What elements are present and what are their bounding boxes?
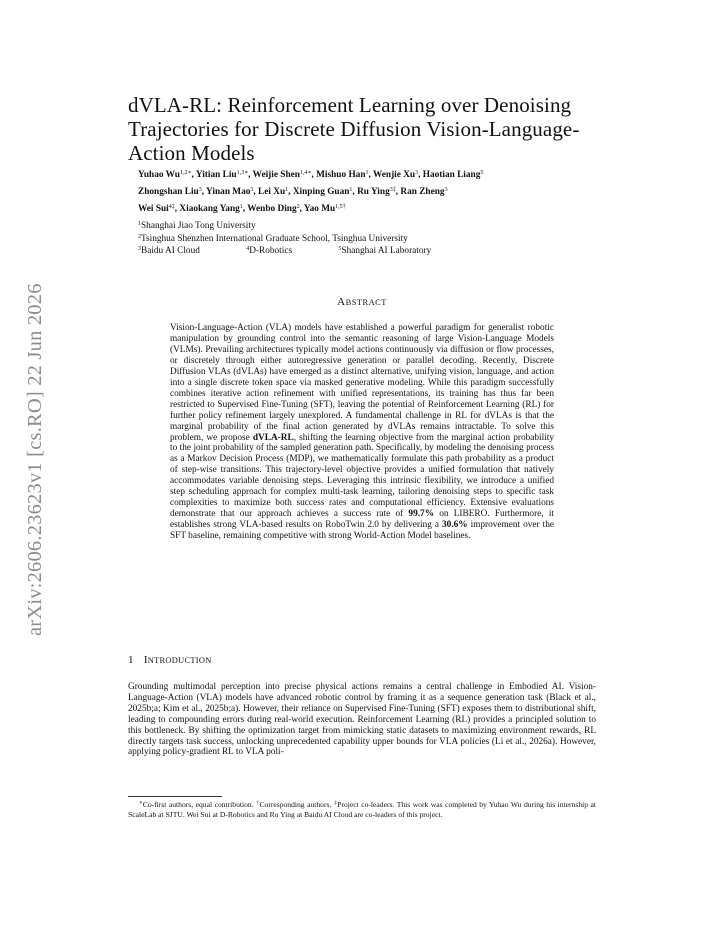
author-name: Wenbo Ding$^2$ <box>247 204 300 214</box>
arxiv-identifier: arXiv:2606.23623v1 [cs.RO] 22 Jun 2026 <box>24 283 46 636</box>
affiliation-5: $^5$Shanghai AI Laboratory <box>338 246 432 257</box>
footnote: ∗Co-first authors, equal contribution. †Corresponding authors. ‡Project co-leaders. This work was completed by Yuhao Wu during his internship at ScaleLab at SJTU. Wei Sui at D-Robotics and Ru Ying at Baidu AI Cloud are co-leaders of this project. <box>128 800 597 819</box>
method-name: dVLA-RL <box>252 432 294 443</box>
affiliation-4: $^4$D-Robotics <box>246 246 293 257</box>
author-name: Weijie Shen$^{1,4∗}$ <box>252 170 312 180</box>
author-line-1: Yuhao $Wu^{1,2∗}$, Yitian Liu$^{1,3∗}$, Weijie Shen$^{1,4∗}$, Mishuo Han$^1$, Wenjie Xu$^3$, Haotian Liang$^5$ <box>138 170 484 180</box>
author-name: Yao $Mu^{1,5\dagger}$ <box>303 204 346 214</box>
affiliation-row-3 <box>138 245 598 258</box>
author-name: Wei Sui$^{4\ddagger}$ <box>138 204 175 214</box>
introduction-text: Grounding multimodal perception into precise physical actions remains a central challenge in Embodied AI. Vision-Language-Action (VLA) models have advanced robotic control by framing it as a sequence generation task (Black et al., 2025b;a; Kim et al., 2025b;a). However, their reliance on Supervised Fine-Tuning (SFT) exposes them to distributional shift, leading to compounding errors during real-world execution. Reinforcement Learning (RL) provides a principled solution to this bottleneck. By shifting the optimization target from mimicking static datasets to maximizing environment rewards, RL directly targets task success, unlocking unprecedented capability upper bounds for VLA policies (Li et al., 2026a). However, applying policy-gradient RL to VLA poli- <box>128 682 596 758</box>
author-name: Lei Xu$^1$ <box>258 187 289 197</box>
author-name: Ru Ying$^{3\ddagger}$ <box>357 187 396 197</box>
author-line-2: Zhongshan Liu$^3$, Yinan Mao$^3$, Lei Xu$^1$, Xinping Guan$^1$, Ru Ying$^{3\ddagger}$, Ran Zheng$^3$ <box>138 187 448 197</box>
abstract-text: Vision-Language-Action (VLA) models have established a powerful paradigm for generalist robotic manipulation by grounding control into the semantic reasoning of large Vision-Language Models (VLMs). Prevailing architectures typically model actions continuously via diffusion or flow processes, or discretely through either autoregressive generation or parallel decoding. Recently, Discrete Diffusion VLAs (dVLAs) have emerged as a distinct alternative, unifying vision, language, and action into a single discrete token space via masked generative modeling. While this paradigm successfully combines iterative action refinement with unified representations, its training has thus far been restricted to Supervised Fine-Tuning (SFT), leaving the potential of Reinforcement Learning (RL) for further policy refinement largely unexplored. A fundamental challenge in RL for dVLAs is that the marginal probability of the final action generated by dVLAs remains intractable. To solve this problem, we propose dVLA-RL, shifting the learning objective from the marginal action probability to the joint probability of the sampled generation path. Specifically, by modeling the denoising process as a Markov Decision Process (MDP), we mathematically formulate this path probability as a product of step-wise transitions. This trajectory-level objective provides a unified formulation that natively accommodates variable denoising steps. Leveraging this intrinsic flexibility, we introduce a unified step scheduling approach for complex multi-task learning, tailoring denoising steps to specific task complexities to maximize both success rates and computational efficiency. Extensive evaluations demonstrate that our approach achieves a success rate of 99.7% on LIBERO. Furthermore, it establishes strong VLA-based results on RoboTwin 2.0 by delivering a 30.6% improvement over the SFT baseline, remaining competitive with strong World-Action Model baselines. <box>170 323 554 542</box>
improvement-figure: 30.6% <box>442 520 468 531</box>
author-name: Mishuo Han$^1$ <box>316 170 369 180</box>
affiliation-3: $^3$Baidu AI Cloud <box>138 246 200 257</box>
paper-title: dVLA-RL: Reinforcement Learning over Denoising Trajectories for Discrete Diffusion Vision-Language-Action Models <box>128 93 580 165</box>
author-name: Yuhao $Wu^{1,2∗}$ <box>138 170 192 180</box>
libero-success-rate: 99.7% <box>408 509 434 520</box>
abstract-heading: ABSTRACT <box>337 296 387 308</box>
author-line-3: Wei Sui$^{4\ddagger}$, Xiaokang Yang$^1$, Wenbo Ding$^2$, Yao $Mu^{1,5\dagger}$ <box>138 204 346 214</box>
author-name: Xiaokang Yang$^1$ <box>179 204 243 214</box>
author-name: Zhongshan Liu$^3$ <box>138 187 202 197</box>
section-heading-introduction: 1 INTRODUCTION <box>128 654 212 666</box>
author-name: Ran Zheng$^3$ <box>400 187 448 197</box>
author-name: Haotian Liang$^5$ <box>422 170 484 180</box>
author-name: Xinping Guan$^1$ <box>292 187 353 197</box>
footnote-rule <box>128 796 222 797</box>
author-name: Yitian Liu$^{1,3∗}$ <box>195 170 249 180</box>
author-name: Yinan Mao$^3$ <box>206 187 254 197</box>
affiliation-1: $^1$Shanghai Jiao Tong University <box>138 221 256 231</box>
affiliation-2: $^2$Tsinghua Shenzhen International Graduate School, Tsinghua University <box>138 233 408 244</box>
author-list <box>138 167 608 218</box>
affiliation-list <box>138 220 598 258</box>
author-name: Wenjie Xu$^3$ <box>372 170 419 180</box>
